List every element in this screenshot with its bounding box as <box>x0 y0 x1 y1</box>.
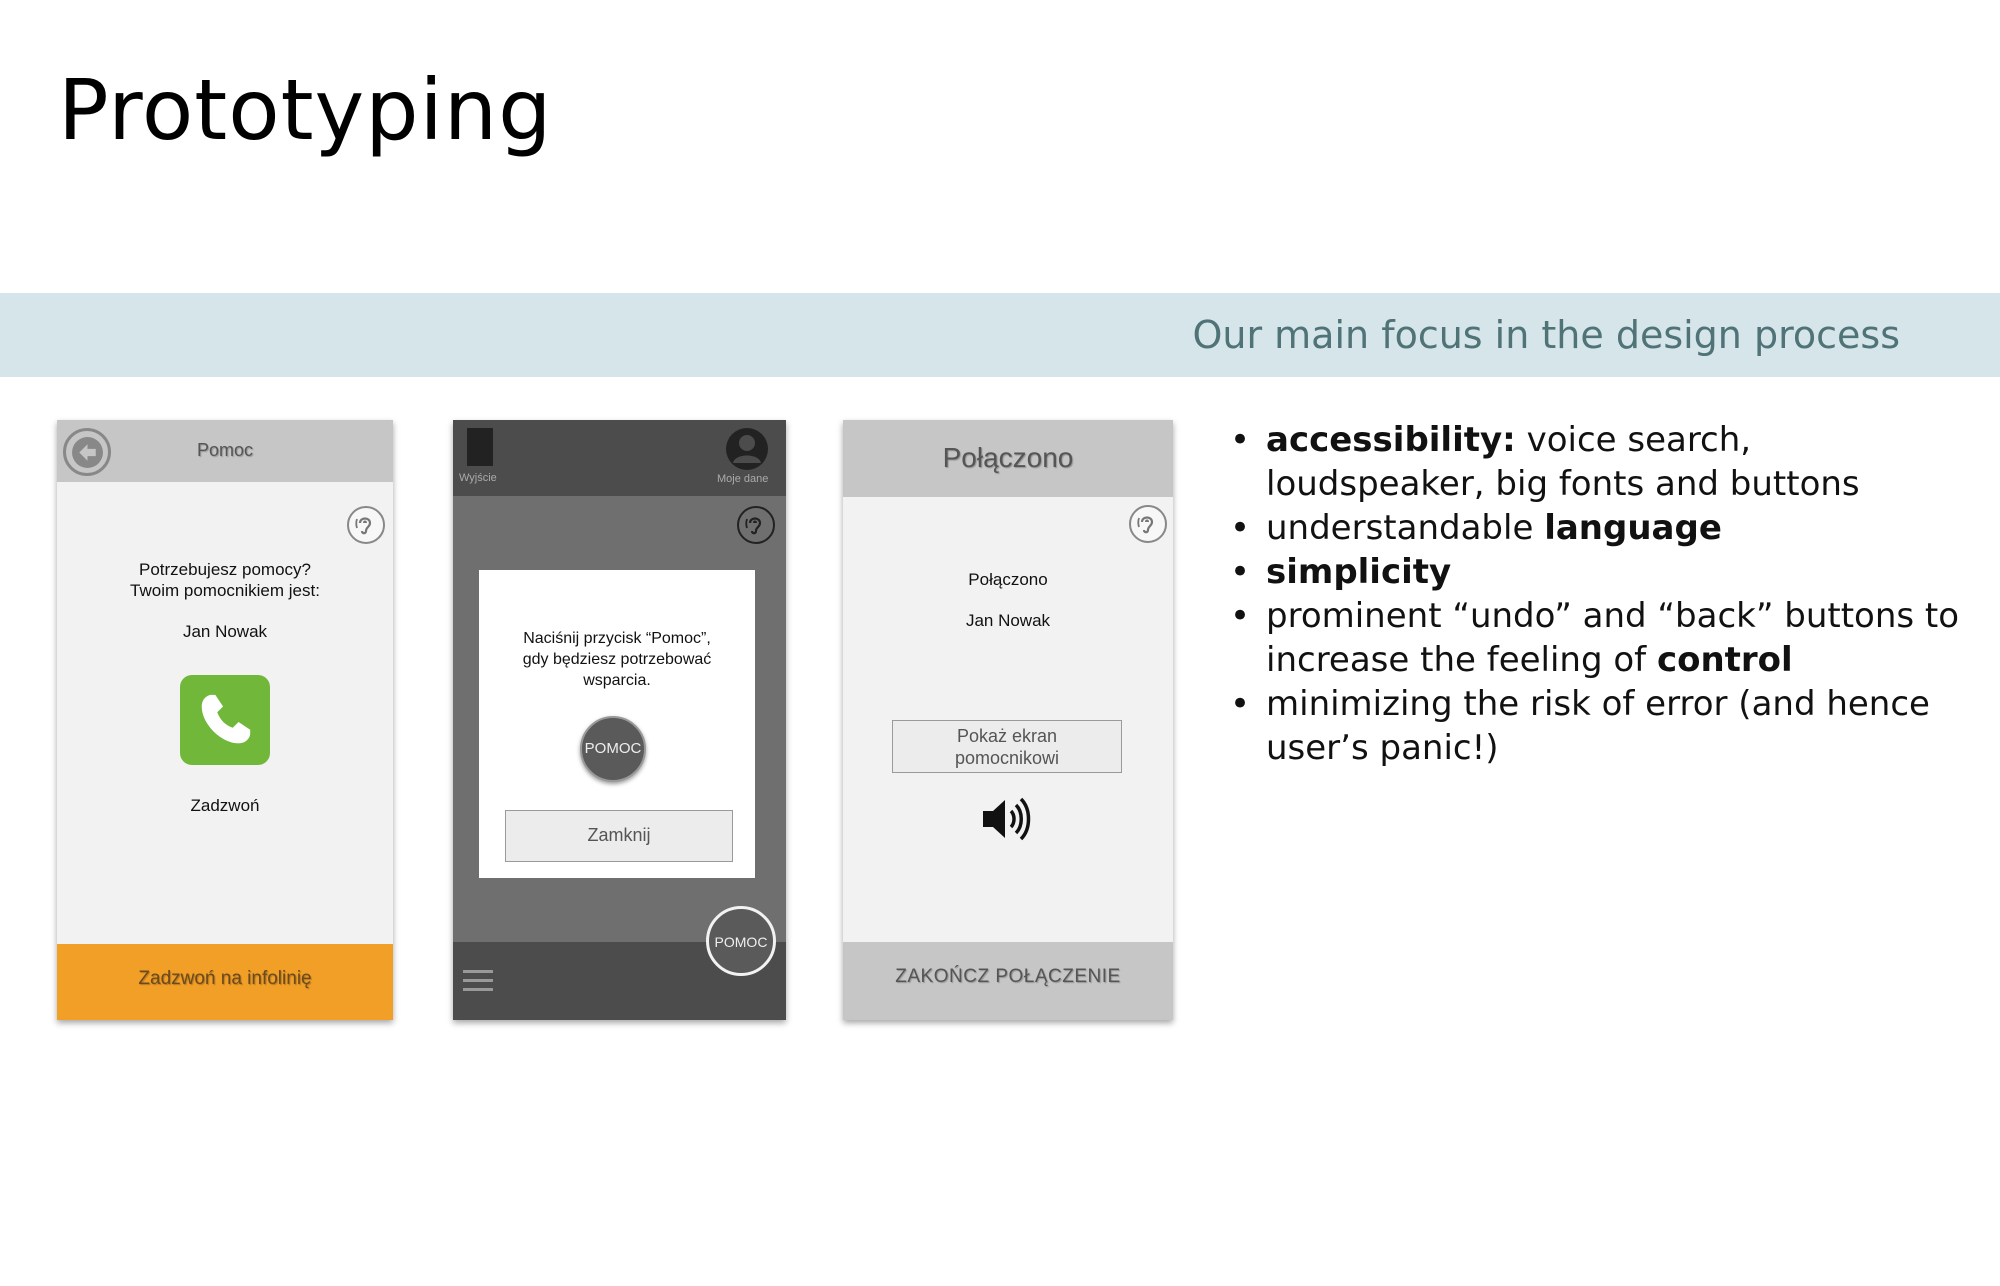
share-line-2: pomocnikowi <box>954 748 1060 768</box>
design-focus-list <box>1228 418 1968 770</box>
end-call-button[interactable] <box>843 942 1173 1020</box>
close-button[interactable]: Zamknij <box>505 810 733 862</box>
focus-banner <box>0 293 2000 377</box>
top-bar <box>453 420 786 496</box>
help-question: Potrzebujesz pomocy? <box>139 560 311 579</box>
screen-header <box>57 420 393 482</box>
list-item: • simplicity <box>1228 550 1968 594</box>
screen-title: Pomoc <box>196 440 254 460</box>
hotline-button[interactable] <box>57 944 393 1020</box>
list-item: • understandable language <box>1228 506 1968 550</box>
call-label: Zadzwoń <box>190 796 260 815</box>
hearing-icon[interactable] <box>1129 505 1167 543</box>
phone-icon <box>194 689 256 751</box>
door-icon[interactable] <box>467 428 493 466</box>
hearing-icon[interactable] <box>347 506 385 544</box>
help-info-dialog <box>479 570 755 878</box>
prototype-screen-connected <box>843 420 1173 1020</box>
dialog-line-2: gdy będziesz potrzebować <box>522 651 712 668</box>
menu-icon[interactable] <box>463 968 493 994</box>
exit-label: Wyjście <box>459 472 497 484</box>
focus-banner-text: Our main focus in the design process <box>1192 313 1900 357</box>
prototype-screen-main <box>453 420 786 1020</box>
prototype-screen-help <box>57 420 393 1020</box>
end-call-label: ZAKOŃCZ POŁĄCZENIE <box>895 966 1121 987</box>
helper-intro: Twoim pomocnikiem jest: <box>130 581 320 600</box>
user-icon[interactable] <box>725 427 769 471</box>
dialog-line-3: wsparcia. <box>583 672 651 689</box>
list-item: • prominent “undo” and “back” buttons to increase the feeling of control <box>1228 594 1968 682</box>
screen-header <box>843 420 1173 497</box>
profile-label: Moje dane <box>717 473 769 485</box>
share-screen-button[interactable] <box>892 720 1122 773</box>
list-item: • minimizing the risk of error (and hence user’s panic!) <box>1228 682 1968 770</box>
helper-name: Jan Nowak <box>182 622 268 641</box>
helper-name: Jan Nowak <box>965 611 1051 630</box>
speaker-icon[interactable] <box>981 796 1033 842</box>
screen-title: Połączono <box>942 442 1074 473</box>
call-helper-button[interactable] <box>180 675 270 765</box>
hearing-icon[interactable] <box>737 506 775 544</box>
floating-pomoc-button[interactable]: POMOC <box>706 906 776 976</box>
list-item: • accessibility: voice search, loudspeaker, big fonts and buttons <box>1228 418 1968 506</box>
hotline-button-label: Zadzwoń na infolinię <box>138 968 312 989</box>
page-title: Prototyping <box>58 61 553 159</box>
connection-status: Połączono <box>968 570 1048 589</box>
share-line-1: Pokaż ekran <box>956 726 1058 746</box>
dialog-line-1: Naciśnij przycisk “Pomoc”, <box>523 630 711 647</box>
pomoc-button[interactable]: POMOC <box>580 716 646 782</box>
